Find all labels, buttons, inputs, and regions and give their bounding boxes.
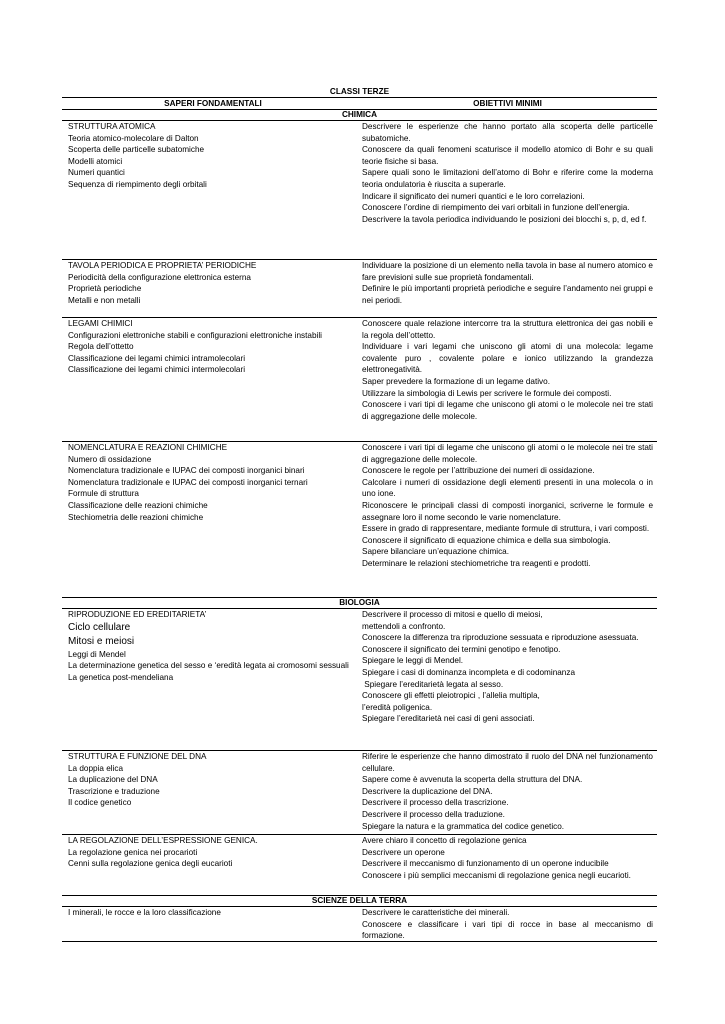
- topic-item: I minerali, le rocce e la loro classificazione: [68, 908, 221, 917]
- table-row: [62, 260, 657, 318]
- objective-item: Indicare il significato dei numeri quantici e le loro correlazioni.: [362, 191, 585, 201]
- objective-item: Descrivere il meccanismo di funzionamento di un operone inducibile: [362, 859, 609, 869]
- topic-item: Trascrizione e traduzione: [68, 786, 160, 796]
- objective-item: Conoscere i più semplici meccanismi di regolazione genica negli eucarioti.: [362, 870, 631, 880]
- saperi-cell: [62, 609, 358, 750]
- topic-item: Numero di ossidazione: [68, 454, 152, 464]
- saperi-cell: [62, 835, 358, 895]
- saperi-cell: [62, 751, 358, 834]
- topic-title: LEGAMI CHIMICI: [68, 319, 133, 328]
- objective-item: Conoscere l’ordine di riempimento dei vari orbitali in funzione dell’energia.: [362, 203, 630, 213]
- topic-item: Ciclo cellulare: [68, 621, 131, 633]
- objective-item: l’eredità poligenica.: [362, 702, 433, 712]
- topic-item: Numeri quantici: [68, 168, 125, 178]
- topic-item: Formule di struttura: [68, 489, 139, 499]
- objective-item: Descrivere le esperienze che hanno portato alla scoperta delle particelle subatomiche.: [362, 122, 653, 143]
- objective-item: Individuare la posizione di un elemento nella tavola in base al numero atomico e fare previsioni sulle sue proprietà fondamentali.: [362, 261, 653, 282]
- header-saperi: SAPERI FONDAMENTALI: [164, 99, 262, 108]
- obiettivi-cell: [358, 751, 657, 834]
- objective-item: Essere in grado di rappresentare, mediante formule di struttura, i vari composti.: [362, 524, 650, 534]
- section-scienze-della-terra: SCIENZE DELLA TERRA: [62, 896, 657, 907]
- obiettivi-cell: [358, 907, 657, 941]
- table-row: [62, 121, 657, 260]
- topic-item: La determinazione genetica del sesso e ‘eredità legata ai cromosomi sessuali: [68, 661, 349, 671]
- objective-item: Descrivere il processo della traduzione.: [362, 809, 505, 819]
- objective-item: Avere chiaro il concetto di regolazione genica: [362, 836, 527, 845]
- topic-item: Leggi di Mendel: [68, 649, 126, 659]
- topic-item: Regola dell’ottetto: [68, 342, 134, 352]
- objective-item: Conoscere i vari tipi di legame che uniscono gli atomi o le molecole nei tre stati di aggregazione delle molecole.: [362, 400, 653, 421]
- objective-item: Utilizzare la simbologia di Lewis per scrivere le formule dei composti.: [362, 388, 612, 398]
- topic-item: Configurazioni elettroniche stabili e configurazioni elettroniche instabili: [68, 330, 322, 340]
- table-header: [62, 97, 657, 110]
- objective-item: Riferire le esperienze che hanno dimostrato il ruolo del DNA nel funzionamento cellulare.: [362, 752, 653, 773]
- objective-item: Spiegare la natura e la grammatica del codice genetico.: [362, 821, 565, 831]
- objective-item: Descrivere il processo di mitosi e quello di meiosi,: [362, 610, 543, 619]
- objective-item: Spiegare l’ereditarietà legata al sesso.: [362, 679, 504, 689]
- objective-item: Conoscere il significato dei termini genotipo e fenotipo.: [362, 644, 561, 654]
- topic-item: Mitosi e meiosi: [68, 635, 135, 647]
- topic-item: Sequenza di riempimento degli orbitali: [68, 179, 207, 189]
- objective-item: Descrivere il processo della trascrizione.: [362, 798, 509, 808]
- saperi-cell: [62, 318, 358, 441]
- topic-item: Teoria atomico-molecolare di Dalton: [68, 133, 199, 143]
- table-row: [62, 442, 657, 598]
- topic-title: STRUTTURA ATOMICA: [68, 122, 156, 131]
- topic-item: Modelli atomici: [68, 156, 123, 166]
- topic-item: Metalli e non metalli: [68, 295, 141, 305]
- objective-item: Conoscere il significato di equazione chimica e della sua simbologia.: [362, 535, 611, 545]
- objective-item: Conoscere i vari tipi di legame che uniscono gli atomi o le molecole nei tre stati di aggregazione delle molecole.: [362, 443, 653, 464]
- objective-item: mettendoli a confronto.: [362, 621, 446, 631]
- objective-item: Descrivere un operone: [362, 847, 445, 857]
- objective-item: Sapere come è avvenuta la scoperta della struttura del DNA.: [362, 775, 583, 785]
- objective-item: Descrivere la tavola periodica individuando le posizioni dei blocchi s, p, d, ed f.: [362, 214, 647, 224]
- objective-item: Descrivere le caratteristiche dei minerali.: [362, 908, 510, 917]
- topic-item: Classificazione dei legami chimici intramolecolari: [68, 353, 246, 363]
- obiettivi-cell: [358, 318, 657, 441]
- objective-item: Descrivere la duplicazione del DNA.: [362, 786, 493, 796]
- obiettivi-cell: [358, 260, 657, 317]
- table-title: CLASSI TERZE: [329, 87, 390, 96]
- topic-item: Stechiometria delle reazioni chimiche: [68, 512, 204, 522]
- saperi-cell: [62, 907, 358, 941]
- objective-item: Conoscere le regole per l’attribuzione dei numeri di ossidazione.: [362, 466, 595, 476]
- objective-item: Sapere bilanciare un’equazione chimica.: [362, 547, 510, 557]
- objective-item: Spiegare i casi di dominanza incompleta e di codominanza: [362, 667, 575, 677]
- objective-item: Conoscere da quali fenomeni scaturisce il modello atomico di Bohr e su quali teorie fisiche si basa.: [362, 145, 653, 166]
- obiettivi-cell: [358, 121, 657, 259]
- objective-item: Conoscere quale relazione intercorre tra la struttura elettronica dei gas nobili e la regola dell’ottetto.: [362, 319, 653, 340]
- objective-item: Sapere quali sono le limitazioni dell’atomo di Bohr e riferire come la moderna teoria ondulatoria è riuscita a superarle.: [362, 168, 653, 189]
- objective-item: Individuare i vari legami che uniscono gli atomi di una molecola: legame covalente puro , covalente polare e ionico utilizzando la grandezza elettronegatività.: [362, 342, 653, 375]
- topic-item: Nomenclatura tradizionale e IUPAC dei composti inorganici ternari: [68, 477, 308, 487]
- objective-item: Conoscere la differenza tra riproduzione sessuata e riproduzione asessuata.: [362, 633, 639, 643]
- curriculum-table: [62, 86, 657, 942]
- saperi-cell: [62, 442, 358, 597]
- topic-title: RIPRODUZIONE ED EREDITARIETA’: [68, 610, 207, 619]
- table-row: [62, 318, 657, 442]
- topic-item: La doppia elica: [68, 763, 124, 773]
- obiettivi-cell: [358, 609, 657, 750]
- topic-item: Nomenclatura tradizionale e IUPAC dei composti inorganici binari: [68, 466, 305, 476]
- objective-item: Determinare le relazioni stechiometriche tra reagenti e prodotti.: [362, 558, 591, 568]
- objective-item: Conoscere e classificare i vari tipi di rocce in base al meccanismo di formazione.: [362, 919, 653, 941]
- section-biologia: BIOLOGIA: [62, 598, 657, 609]
- objective-item: Spiegare l’ereditarietà nei casi di geni associati.: [362, 714, 535, 724]
- table-row: [62, 835, 657, 896]
- topic-item: Periodicità della configurazione elettronica esterna: [68, 272, 251, 282]
- topic-item: Classificazione dei legami chimici intermolecolari: [68, 365, 246, 375]
- topic-item: Proprietà periodiche: [68, 284, 142, 294]
- topic-item: Cenni sulla regolazione genica degli eucarioti: [68, 859, 233, 869]
- topic-title: STRUTTURA E FUNZIONE DEL DNA: [68, 752, 207, 761]
- topic-item: La duplicazione del DNA: [68, 775, 158, 785]
- section-chimica: CHIMICA: [62, 110, 657, 121]
- table-row: [62, 907, 657, 942]
- objective-item: Calcolare i numeri di ossidazione degli elementi presenti in una molecola o in uno ione.: [362, 477, 653, 499]
- obiettivi-cell: [358, 835, 657, 895]
- topic-title: LA REGOLAZIONE DELL’ESPRESSIONE GENICA.: [68, 836, 258, 845]
- objective-item: Conoscere gli effetti pleiotropici , l’allelia multipla,: [362, 691, 540, 701]
- topic-title: NOMENCLATURA E REAZIONI CHIMICHE: [68, 443, 228, 452]
- topic-title: TAVOLA PERIODICA E PROPRIETA’ PERIODICHE: [68, 261, 257, 270]
- table-row: [62, 751, 657, 835]
- objective-item: Spiegare le leggi di Mendel.: [362, 656, 464, 666]
- objective-item: Definire le più importanti proprietà periodiche e seguire l’andamento nei gruppi e nei periodi.: [362, 284, 653, 305]
- table-row: [62, 609, 657, 751]
- topic-item: La genetica post-mendeliana: [68, 672, 174, 682]
- obiettivi-cell: [358, 442, 657, 597]
- topic-item: Il codice genetico: [68, 798, 132, 808]
- saperi-cell: [62, 260, 358, 317]
- topic-item: La regolazione genica nei procarioti: [68, 847, 198, 857]
- topic-item: Scoperta delle particelle subatomiche: [68, 145, 205, 155]
- saperi-cell: [62, 121, 358, 259]
- header-obiettivi: OBIETTIVI MINIMI: [473, 99, 542, 108]
- topic-item: Classificazione delle reazioni chimiche: [68, 500, 208, 510]
- objective-item: Saper prevedere la formazione di un legame dativo.: [362, 376, 550, 386]
- objective-item: Riconoscere le principali classi di composti inorganici, scriverne le formule e assegnare loro il nome secondo le varie nomenclature.: [362, 500, 653, 522]
